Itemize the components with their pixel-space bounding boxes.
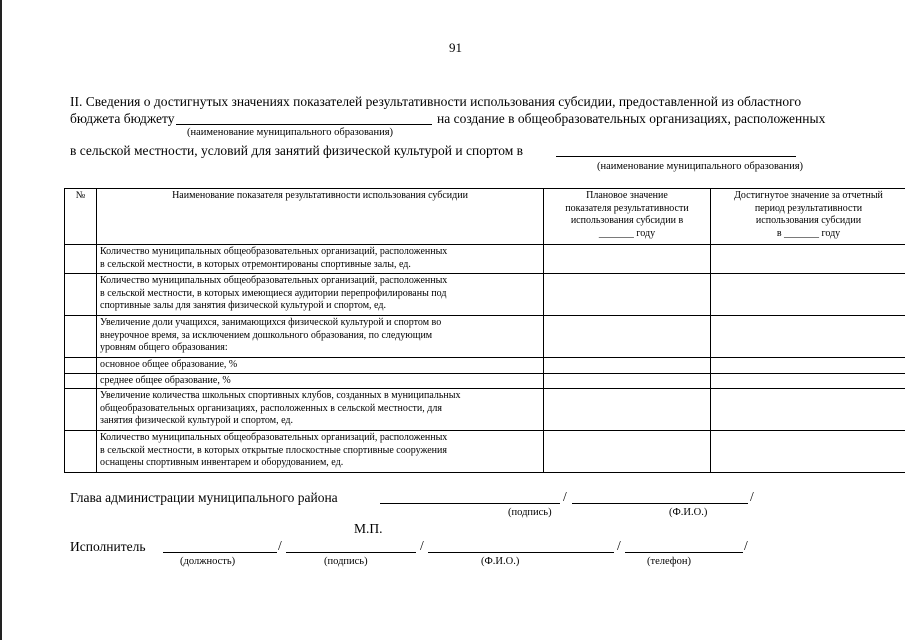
executor-label: Исполнитель <box>70 539 146 554</box>
header-fact: Достигнутое значение за отчетный период результативности использования субсидии в _______ году <box>711 189 905 245</box>
row-num-cell <box>65 245 97 274</box>
fact-value-cell[interactable] <box>711 358 905 374</box>
indicator-name-cell: Количество муниципальных общеобразовательных организаций, расположенных в сельской местности, в которых открытые плоскостные спортивные сооружения оснащены спортивным инвентарем и оборудованием, ед. <box>97 431 544 473</box>
table-row <box>65 373 905 389</box>
fact-value-cell[interactable] <box>711 373 905 389</box>
row-num-cell <box>65 274 97 316</box>
fact-value-cell[interactable] <box>711 389 905 431</box>
heading-line-3: в сельской местности, условий для занятий физической культурой и спортом в <box>70 143 524 158</box>
signature-caption: (подпись) <box>508 507 552 518</box>
table-row <box>65 389 905 431</box>
page-border <box>0 0 2 640</box>
phone-caption: (телефон) <box>647 556 691 567</box>
table-row <box>65 431 905 473</box>
executor-fio-blank[interactable] <box>428 552 614 553</box>
signature-caption: (подпись) <box>324 556 368 567</box>
municipality-caption-1: (наименование муниципального образования) <box>187 127 394 138</box>
indicator-name-cell: основное общее образование, % <box>97 358 544 374</box>
header-num: № <box>65 189 97 245</box>
table-row <box>65 274 905 316</box>
plan-value-cell[interactable] <box>544 316 711 358</box>
table-row <box>65 358 905 374</box>
indicator-name-cell: Увеличение количества школьных спортивных клубов, созданных в муниципальных общеобразовательных организациях, расположенных в сельской местности, для занятия физической культурой и спортом, ед. <box>97 389 544 431</box>
municipality-blank-1[interactable] <box>176 124 432 125</box>
fio-caption: (Ф.И.О.) <box>481 556 520 567</box>
indicators-table <box>64 188 905 473</box>
plan-value-cell[interactable] <box>544 373 711 389</box>
plan-value-cell[interactable] <box>544 389 711 431</box>
heading-line-2-end: на создание в общеобразовательных организациях, расположенных <box>437 111 826 126</box>
row-num-cell <box>65 358 97 374</box>
page-number: 91 <box>449 40 462 55</box>
header-name: Наименование показателя результативности использования субсидии <box>97 189 544 245</box>
table-row <box>65 316 905 358</box>
heading-line-2-start: бюджета бюджету <box>70 111 175 126</box>
row-num-cell <box>65 389 97 431</box>
slash-separator: / <box>278 538 282 553</box>
indicator-name-cell: среднее общее образование, % <box>97 373 544 389</box>
head-of-administration-label: Глава администрации муниципального района <box>70 490 338 505</box>
slash-separator: / <box>744 538 748 553</box>
head-fio-blank[interactable] <box>572 503 748 504</box>
plan-value-cell[interactable] <box>544 245 711 274</box>
indicator-name-cell: Количество муниципальных общеобразовательных организаций, расположенных в сельской местности, в которых имеющиеся аудитории перепрофилированы под спортивные залы для занятия физической культурой и спортом, ед. <box>97 274 544 316</box>
fact-value-cell[interactable] <box>711 274 905 316</box>
fact-value-cell[interactable] <box>711 431 905 473</box>
executor-signature-blank[interactable] <box>286 552 416 553</box>
plan-value-cell[interactable] <box>544 358 711 374</box>
slash-separator: / <box>563 489 567 504</box>
plan-value-cell[interactable] <box>544 431 711 473</box>
indicator-name-cell: Увеличение доли учащихся, занимающихся физической культурой и спортом во внеурочное время, за исключением дошкольного образования, по следующим уровням общего образования: <box>97 316 544 358</box>
fio-caption: (Ф.И.О.) <box>669 507 708 518</box>
header-plan: Плановое значение показателя результативности использования субсидии в _______ году <box>544 189 711 245</box>
slash-separator: / <box>617 538 621 553</box>
head-signature-blank[interactable] <box>380 503 560 504</box>
heading-line-1: II. Сведения о достигнутых значениях показателей результативности использования субсидии, предоставленной из областного <box>70 94 802 109</box>
row-num-cell <box>65 431 97 473</box>
position-caption: (должность) <box>180 556 236 567</box>
row-num-cell <box>65 316 97 358</box>
plan-value-cell[interactable] <box>544 274 711 316</box>
indicator-name-cell: Количество муниципальных общеобразовательных организаций, расположенных в сельской местности, в которых отремонтированы спортивные залы, ед. <box>97 245 544 274</box>
municipality-caption-2: (наименование муниципального образования) <box>597 161 804 172</box>
executor-phone-blank[interactable] <box>625 552 743 553</box>
municipality-blank-2[interactable] <box>556 156 796 157</box>
table-row <box>65 245 905 274</box>
fact-value-cell[interactable] <box>711 245 905 274</box>
stamp-label: М.П. <box>354 521 383 536</box>
slash-separator: / <box>420 538 424 553</box>
fact-value-cell[interactable] <box>711 316 905 358</box>
row-num-cell <box>65 373 97 389</box>
executor-position-blank[interactable] <box>163 552 277 553</box>
slash-separator: / <box>750 489 754 504</box>
